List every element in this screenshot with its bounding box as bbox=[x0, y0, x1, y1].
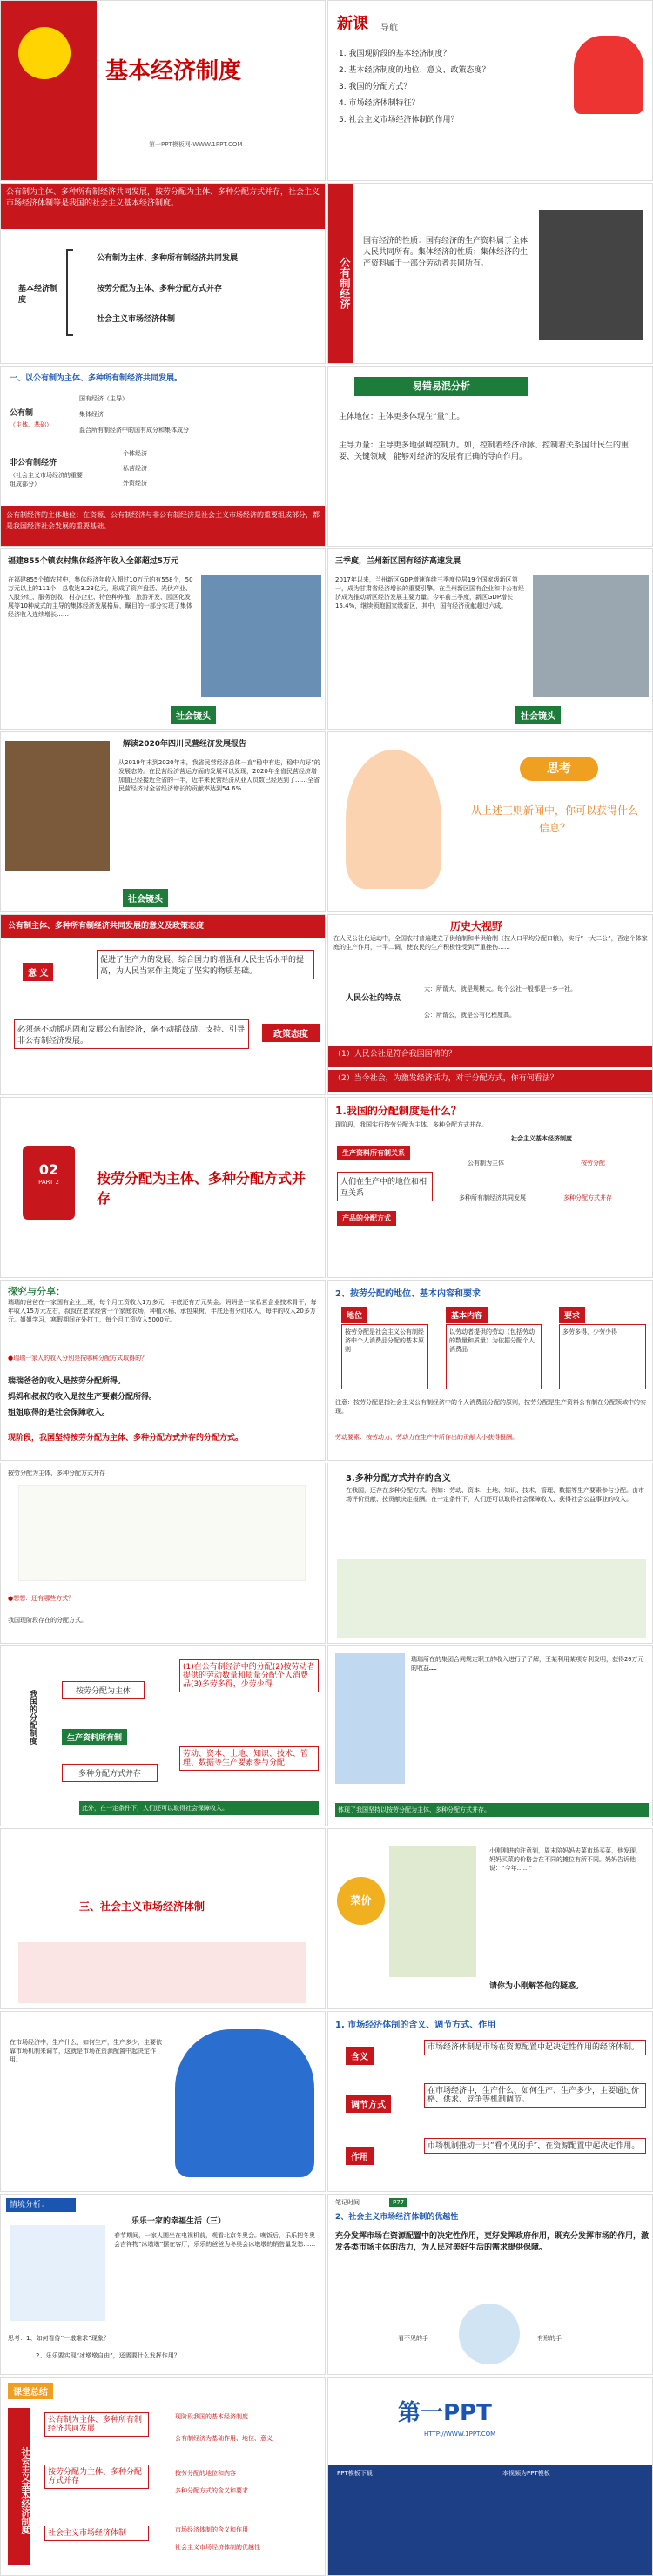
example-bottom: 体现了我国坚持以按劳分配为主体、多种分配方式并存。 bbox=[335, 1803, 649, 1817]
dist-right-title: 社会主义基本经济制度 bbox=[511, 1135, 572, 1142]
labor-c3: 要求 bbox=[559, 1307, 585, 1323]
slide-part2 bbox=[0, 1097, 326, 1278]
machine-photo bbox=[539, 210, 643, 340]
slide-summary bbox=[0, 2377, 326, 2576]
news-label: 社会镜头 bbox=[171, 706, 216, 724]
map-c-note: 劳动、资本、土地、知识、技术、管理、数据等生产要素参与分配 bbox=[179, 1746, 319, 1771]
dist-r1: 公有制为主体 bbox=[468, 1160, 504, 1167]
def-c3t: 市场机制推动一只“看不见的手”，在资源配置中起决定作用。 bbox=[424, 2138, 646, 2154]
def-c1: 含义 bbox=[346, 2047, 374, 2065]
commune-label: 人民公社的特点 bbox=[346, 994, 401, 1003]
def-c3: 作用 bbox=[346, 2147, 374, 2165]
summary-r6: 社会主义市场经济体制的优越性 bbox=[175, 2544, 260, 2551]
def-title: 1. 市场经济体制的含义、调节方式、作用 bbox=[335, 2021, 496, 2030]
slide-system-map bbox=[0, 1645, 326, 1826]
def-c2: 调节方式 bbox=[346, 2095, 391, 2113]
scenario-q1: 思考：1、如何看待“一墩难求”现象？ bbox=[8, 2335, 110, 2342]
market-text: 在市场经济中，生产什么，如何生产，生产多少，主要依靠市场机制来调节，这就是市场在资源配置中起决定作用。 bbox=[10, 2039, 162, 2063]
nonpublic-item: 私营经济 bbox=[123, 465, 147, 472]
superhero-illustration bbox=[574, 36, 643, 114]
shopping-illustration bbox=[389, 1846, 476, 1977]
explore-q: ●瑞瑞一家人的收入分别是按哪种分配方式取得的？ bbox=[8, 1355, 148, 1362]
public-item: 集体经济 bbox=[79, 411, 104, 418]
market-illustration bbox=[18, 1942, 306, 2003]
dist-left-bottom: 产品的分配方式 bbox=[337, 1211, 396, 1226]
nav-subtitle: 导航 bbox=[380, 24, 398, 33]
dist-r4: 多种分配方式并存 bbox=[563, 1194, 612, 1201]
summary-r3: 按劳分配的地位和内容 bbox=[175, 2470, 236, 2477]
system-item: 公有制为主体、多种所有制经济共同发展 bbox=[97, 254, 239, 263]
commune-big: 大：所谓大，就是规模大。每个公社一般都是一乡一社。 bbox=[424, 985, 576, 992]
nonpublic-sub: （社会主义市场经济的重要组成部分） bbox=[10, 472, 83, 488]
labor-c2t: 以劳动者提供的劳动（包括劳动的数量和质量）为依据分配个人消费品 bbox=[446, 1324, 542, 1389]
news-title: 三季度，兰州新区国有经济高速发展 bbox=[335, 557, 461, 566]
public-sub: （主体、基础） bbox=[10, 421, 52, 428]
slide-history bbox=[327, 914, 653, 1095]
news-label: 社会镜头 bbox=[515, 706, 561, 724]
slide-dist-ways bbox=[0, 1463, 326, 1644]
meaning-label: 意 义 bbox=[23, 963, 53, 981]
ways-bottom: 我国现阶段存在的分配方式。 bbox=[8, 1617, 87, 1624]
slide-public-economy bbox=[327, 183, 653, 364]
person-illustration bbox=[175, 2029, 314, 2177]
map-c: 多种分配方式并存 bbox=[62, 1764, 158, 1782]
slide-fujian bbox=[0, 548, 326, 730]
scenario-q2: 2、乐乐要实现“冰墩墩自由”，还需要什么发挥作用？ bbox=[36, 2352, 180, 2359]
slide-significance bbox=[0, 914, 326, 1095]
part-number: 02 bbox=[38, 1161, 59, 1178]
dist-left-box: 人们在生产中的地位和相互关系 bbox=[337, 1172, 433, 1201]
news-title: 解读2020年四川民营经济发展报告 bbox=[123, 740, 247, 749]
temple-photo bbox=[5, 741, 110, 871]
part-title: 按劳分配为主体、多种分配方式并存 bbox=[97, 1170, 306, 1207]
top-note: 公有制为主体、多种所有制经济共同发展，按劳分配为主体、多种分配方式并存，社会主义市场经济体制等是我国的社会主义基本经济制度。 bbox=[1, 184, 325, 229]
ownership-title: 一、以公有制为主体、多种所有制经济共同发展。 bbox=[10, 374, 183, 383]
dist-r3: 多种所有制经济共同发展 bbox=[459, 1194, 526, 1201]
slide-distribution bbox=[327, 1097, 653, 1278]
sup-text: 充分发挥市场在资源配置中的决定性作用，更好发挥政府作用，既充分发挥市场的作用，激发各类市场主体的活力，为人民对美好生活的需求提供保障。 bbox=[335, 2232, 650, 2252]
explore-a3: 姐姐取得的是社会保障收入。 bbox=[8, 1409, 111, 1417]
village-photo bbox=[201, 575, 321, 697]
def-c2t: 在市场经济中，生产什么、如何生产、生产多少，主要通过价格、供求、竞争等机制调节。 bbox=[424, 2083, 646, 2108]
end-url: HTTP://WWW.1PPT.COM bbox=[424, 2431, 496, 2438]
dist-r2: 按劳分配 bbox=[581, 1160, 605, 1167]
slide-market-text bbox=[0, 2011, 326, 2192]
explore-a2: 妈妈和叔叔的收入是按生产要素分配所得。 bbox=[8, 1393, 158, 1402]
slide-nav bbox=[327, 0, 653, 181]
end-footer bbox=[328, 2465, 653, 2576]
news-text: 在福建855个镇农村中，集体经济年收入超过10万元的有558个，50万元以上的111个，总收达3.23亿元，形成了资产盘活、光伏产业、入股分红、服务创收、村办企业、特色种养殖、旅游开发、园区化发展等10种成式的主导的集体经济发展格局，瞩目的一部分实现了集体经济收入连续增长…… bbox=[8, 576, 193, 618]
nav-item: 2. 基本经济制度的地位、意义、政策态度？ bbox=[339, 66, 490, 75]
page-badge: P77 bbox=[389, 2198, 407, 2207]
labor-c1: 地位 bbox=[341, 1307, 367, 1323]
slide-basic-system bbox=[0, 183, 326, 364]
public-text: 国有经济的性质：国有经济的生产资料属于全体人民共同所有。集体经济的性质：集体经济的生产资料属于一部分劳动者共同所有。 bbox=[363, 237, 528, 268]
map-b: 生产资料所有制 bbox=[62, 1729, 127, 1745]
part-label: PART 2 bbox=[38, 1179, 59, 1186]
nav-list bbox=[339, 49, 556, 131]
invisible-hand: 看不见的手 bbox=[398, 2335, 428, 2342]
brace bbox=[66, 249, 73, 336]
system-label: 基本经济制度 bbox=[18, 285, 58, 305]
veg-label: 菜价 bbox=[337, 1877, 385, 1925]
scenario-head: 情境分析： bbox=[6, 2198, 76, 2212]
system-item: 按劳分配为主体、多种分配方式并存 bbox=[97, 285, 223, 293]
think-question: 从上述三则新闻中，你可以获得什么信息？ bbox=[470, 804, 638, 834]
girl-illustration bbox=[346, 750, 441, 889]
vertical-label: 公有制经济 bbox=[328, 184, 353, 364]
summary-r4: 多种分配方式的含义和要求 bbox=[175, 2487, 248, 2494]
slide-explore bbox=[0, 1280, 326, 1461]
map-left: 我国的分配制度 bbox=[28, 1690, 37, 1745]
labor-c2: 基本内容 bbox=[446, 1307, 488, 1323]
nav-item: 1. 我国现阶段的基本经济制度？ bbox=[339, 50, 451, 58]
explore-head: 探究与分享： bbox=[8, 1286, 65, 1297]
labor-note1: 注意：按劳分配是指社会主义公有制经济中的个人消费品分配的原则，按劳分配是生产资料公有制在分配领域中的实现。 bbox=[335, 1399, 646, 1415]
visible-hand: 有形的手 bbox=[537, 2335, 562, 2342]
hands-icon bbox=[459, 2304, 520, 2364]
map-a-note: (1)在公有制经济中的分配(2)按劳动者提供的劳动数量和质量分配个人消费品(3)多劳多得，少劳少得 bbox=[179, 1659, 319, 1692]
policy-label: 政策态度 bbox=[262, 1024, 320, 1042]
part3-title: 三、社会主义市场经济体制 bbox=[79, 1900, 205, 1913]
example-illustration bbox=[335, 1653, 405, 1784]
nav-title: 新课 bbox=[337, 15, 368, 33]
meaning-text: 促进了生产力的发展、综合国力的增强和人民生活水平的提高，为人民当家作主奠定了坚实的物质基础。 bbox=[97, 950, 314, 979]
cover-subtitle: 第一PPT模板网-WWW.1PPT.COM bbox=[149, 141, 243, 148]
factory-photo bbox=[533, 575, 649, 697]
slide-labor-dist bbox=[327, 1280, 653, 1461]
part-badge bbox=[23, 1146, 75, 1220]
slide-market-def bbox=[327, 2011, 653, 2192]
end-logo: 第一PPT bbox=[398, 2400, 492, 2426]
public-item: 混合所有制经济中的国有成分和集体成分 bbox=[79, 427, 189, 434]
news-label: 社会镜头 bbox=[123, 889, 168, 907]
example-text: 瑞瑞所在的集团合同规定职工的收入进行了了解，王某利用某项专利发明，获得20万元的收益…… bbox=[411, 1656, 644, 1671]
ways-paper bbox=[18, 1485, 306, 1581]
slide-cover bbox=[0, 0, 326, 181]
explore-text: 瑞瑞的爸爸在一家国有企业上班，每个月工资收入1万多元，年底还有万元奖金。妈妈是一家私营企业技术骨干，每年收入15万元左右，叔叔在老家经营一个家庭农场，种植水稻、承包果树，年底还有分红收入，每年的收入20多万元。姐姐学习，寒假期间在外打工，每个月工资收入5000元。 bbox=[8, 1299, 317, 1323]
public-item: 国有经济（主导） bbox=[79, 395, 128, 402]
system-item: 社会主义市场经济体制 bbox=[97, 315, 176, 324]
ways-title: 按劳分配为主体、多种分配方式并存 bbox=[8, 1470, 105, 1476]
summary-r2: 公有制经济为基础作用、地位、意义 bbox=[175, 2435, 273, 2442]
nonpublic-label: 非公有制经济 bbox=[10, 459, 57, 467]
news-text: 从2019年末到2020年末，我省民营经济总体一直“稳中有进，稳中向好”的发展态势。在民营经济营运方面的发展可以发现，2020年全省民营经济增加值已经接近全省的一半，近年来民营经济从业人员数已经达到了……全省民营经济对全省经济增长的贡献率达到54.6%…… bbox=[118, 759, 320, 792]
public-label: 公有制 bbox=[10, 409, 34, 418]
dist-title: 1.我国的分配制度是什么？ bbox=[335, 1105, 461, 1117]
slide-part3 bbox=[0, 1828, 326, 2009]
veg-text: 小刚刚进的注意到，周末陪妈妈去菜市场买菜，他发现，妈妈买菜的价格会在不同的摊位有所不同。妈妈告诉他说：“今年……” bbox=[489, 1847, 642, 1872]
ways-note: ●想想：还有哪些方式？ bbox=[8, 1595, 75, 1602]
summary-left: 社会主义基本经济制度 bbox=[8, 2408, 30, 2565]
multi-illustration bbox=[337, 1559, 646, 1638]
dundun-photo bbox=[10, 2225, 105, 2321]
news-title: 福建855个镇农村集体经济年收入全部超过5万元 bbox=[8, 557, 179, 566]
summary-r1: 现阶段我国的基本经济制度 bbox=[175, 2413, 248, 2420]
nav-item: 4. 市场经济体制特征？ bbox=[339, 99, 420, 108]
end-rt: 本视频为PPT模板 bbox=[502, 2470, 550, 2477]
summary-head: 课堂总结 bbox=[8, 2383, 53, 2399]
slide-think bbox=[327, 731, 653, 912]
slide-lanzhou bbox=[327, 548, 653, 730]
end-lt: PPT模板下载 bbox=[337, 2470, 373, 2477]
def-c1t: 市场经济体制是市场在资源配置中起决定性作用的经济体制。 bbox=[424, 2040, 646, 2055]
emblem-icon bbox=[18, 27, 71, 79]
slide-example bbox=[327, 1645, 653, 1826]
slide-ownership bbox=[0, 366, 326, 547]
scenario-text: 春节期间，一家人围坐在电视机前，观看北京冬奥会。晚饭后，乐乐把冬奥会吉祥物“冰墩墩”摆在客厅，乐乐的爸爸为冬奥会冰墩墩的销售量发愁…… bbox=[114, 2232, 316, 2248]
summary-l2: 按劳分配为主体、多种分配方式并存 bbox=[44, 2465, 149, 2489]
history-head: 历史大视野 bbox=[450, 920, 503, 932]
slide-end bbox=[327, 2377, 653, 2576]
slide-sichuan bbox=[0, 731, 326, 912]
confusion-item: 主体地位：主体更多体现在“量”上。 bbox=[339, 413, 465, 421]
slide-veg-price bbox=[327, 1828, 653, 2009]
news-text: 2017年以来，兰州新区GDP增速连续三季度位居19个国家级新区第一，成为甘肃省经济增长的重要引擎。在兰州新区国有企业和非公有经济成为推动新区经济发展主要力量。今年前三季度，新区GDP增长15.4%，继续领跑国家级新区，其中，国有经济贡献超过六成。 bbox=[335, 576, 524, 609]
history-q1: （1）人民公社是符合我国国情的？ bbox=[328, 1046, 652, 1067]
map-a: 按劳分配为主体 bbox=[62, 1681, 145, 1699]
confusion-head: 易错易混分析 bbox=[354, 377, 528, 396]
note-time: 笔记时间 bbox=[335, 2199, 360, 2206]
nonpublic-item: 个体经济 bbox=[123, 450, 147, 457]
history-text: 在人民公社化运动中，全国农村普遍建立了供给制和半供给制（按人口平均分配口粮），实行“一大二公”，否定个体家庭的生产作用，一平二调，使农民的生产积极性受到严重挫伤…… bbox=[333, 935, 648, 951]
dist-sub: 现阶段，我国实行按劳分配为主体、多种分配方式并存。 bbox=[335, 1121, 488, 1128]
nonpublic-item: 外资经济 bbox=[123, 480, 147, 487]
veg-bottom: 请你为小刚解答他的疑惑。 bbox=[489, 1982, 584, 1991]
confusion-item: 主导力量：主导更多地强调控制力。如，控制着经济命脉、控制着关系国计民生的重要、关键领域，能够对经济的发展有正确的导向作用。 bbox=[339, 441, 629, 461]
nav-item: 5. 社会主义市场经济体制的作用？ bbox=[339, 116, 459, 124]
map-bottom: 此外，在一定条件下，人们还可以取得社会保障收入。 bbox=[79, 1801, 319, 1815]
ownership-note: 公有制经济的主体地位：在资源、公有制经济与非公有制经济是社会主义市场经济的重要组成部分，都是我国经济社会发展的重要基础。 bbox=[1, 506, 325, 547]
labor-c1t: 按劳分配是社会主义公有制经济中个人消费品分配的基本原则 bbox=[341, 1324, 428, 1389]
cover-title: 基本经济制度 bbox=[105, 58, 242, 84]
summary-l3: 社会主义市场经济体制 bbox=[44, 2526, 149, 2541]
multi-text: 在我国，还存在多种分配方式。例如：劳动、资本、土地、知识、技术、管理、数据等生产要素参与分配。由市场评价贡献、按贡献决定报酬。在一定条件下，人们还可以取得社会保障收入、获得社会公益事业的收入。 bbox=[346, 1487, 644, 1503]
dist-left-title: 生产资料所有制关系 bbox=[337, 1146, 410, 1160]
labor-c3t: 多劳多得，少劳少得 bbox=[559, 1324, 646, 1389]
slide-confusion bbox=[327, 366, 653, 547]
policy-text: 必须毫不动摇巩固和发展公有制经济，毫不动摇鼓励、支持、引导非公有制经济发展。 bbox=[14, 1019, 249, 1049]
slide-scenario bbox=[0, 2194, 326, 2375]
slide-multi-dist bbox=[327, 1463, 653, 1644]
sup-title: 2、社会主义市场经济体制的优越性 bbox=[335, 2213, 459, 2222]
slide-superiority bbox=[327, 2194, 653, 2375]
summary-l1: 公有制为主体、多种所有制经济共同发展 bbox=[44, 2412, 149, 2437]
labor-title: 2、按劳分配的地位、基本内容和要求 bbox=[335, 1289, 481, 1299]
explore-a1: 瑞瑞爸爸的收入是按劳分配所得。 bbox=[8, 1377, 126, 1386]
summary-r5: 市场经济体制的含义和作用 bbox=[175, 2526, 248, 2533]
nav-item: 3. 我国的分配方式？ bbox=[339, 83, 412, 91]
commune-public: 公：所谓公，就是公有化程度高。 bbox=[424, 1012, 515, 1019]
scenario-title: 乐乐一家的幸福生活（三） bbox=[131, 2217, 226, 2226]
multi-title: 3.多种分配方式并存的含义 bbox=[346, 1474, 451, 1483]
sig-bar: 公有制主体、多种所有制经济共同发展的意义及政策态度 bbox=[1, 915, 325, 938]
think-head: 思考 bbox=[520, 757, 598, 781]
labor-note2: 劳动要素：按劳动力、劳动力在生产中所作出的贡献大小获得报酬。 bbox=[335, 1434, 518, 1441]
history-q2: （2）当今社会，为激发经济活力，对于分配方式，你有何看法？ bbox=[328, 1070, 652, 1092]
explore-bottom: 现阶段，我国坚持按劳分配为主体、多种分配方式并存的分配方式。 bbox=[8, 1434, 244, 1443]
